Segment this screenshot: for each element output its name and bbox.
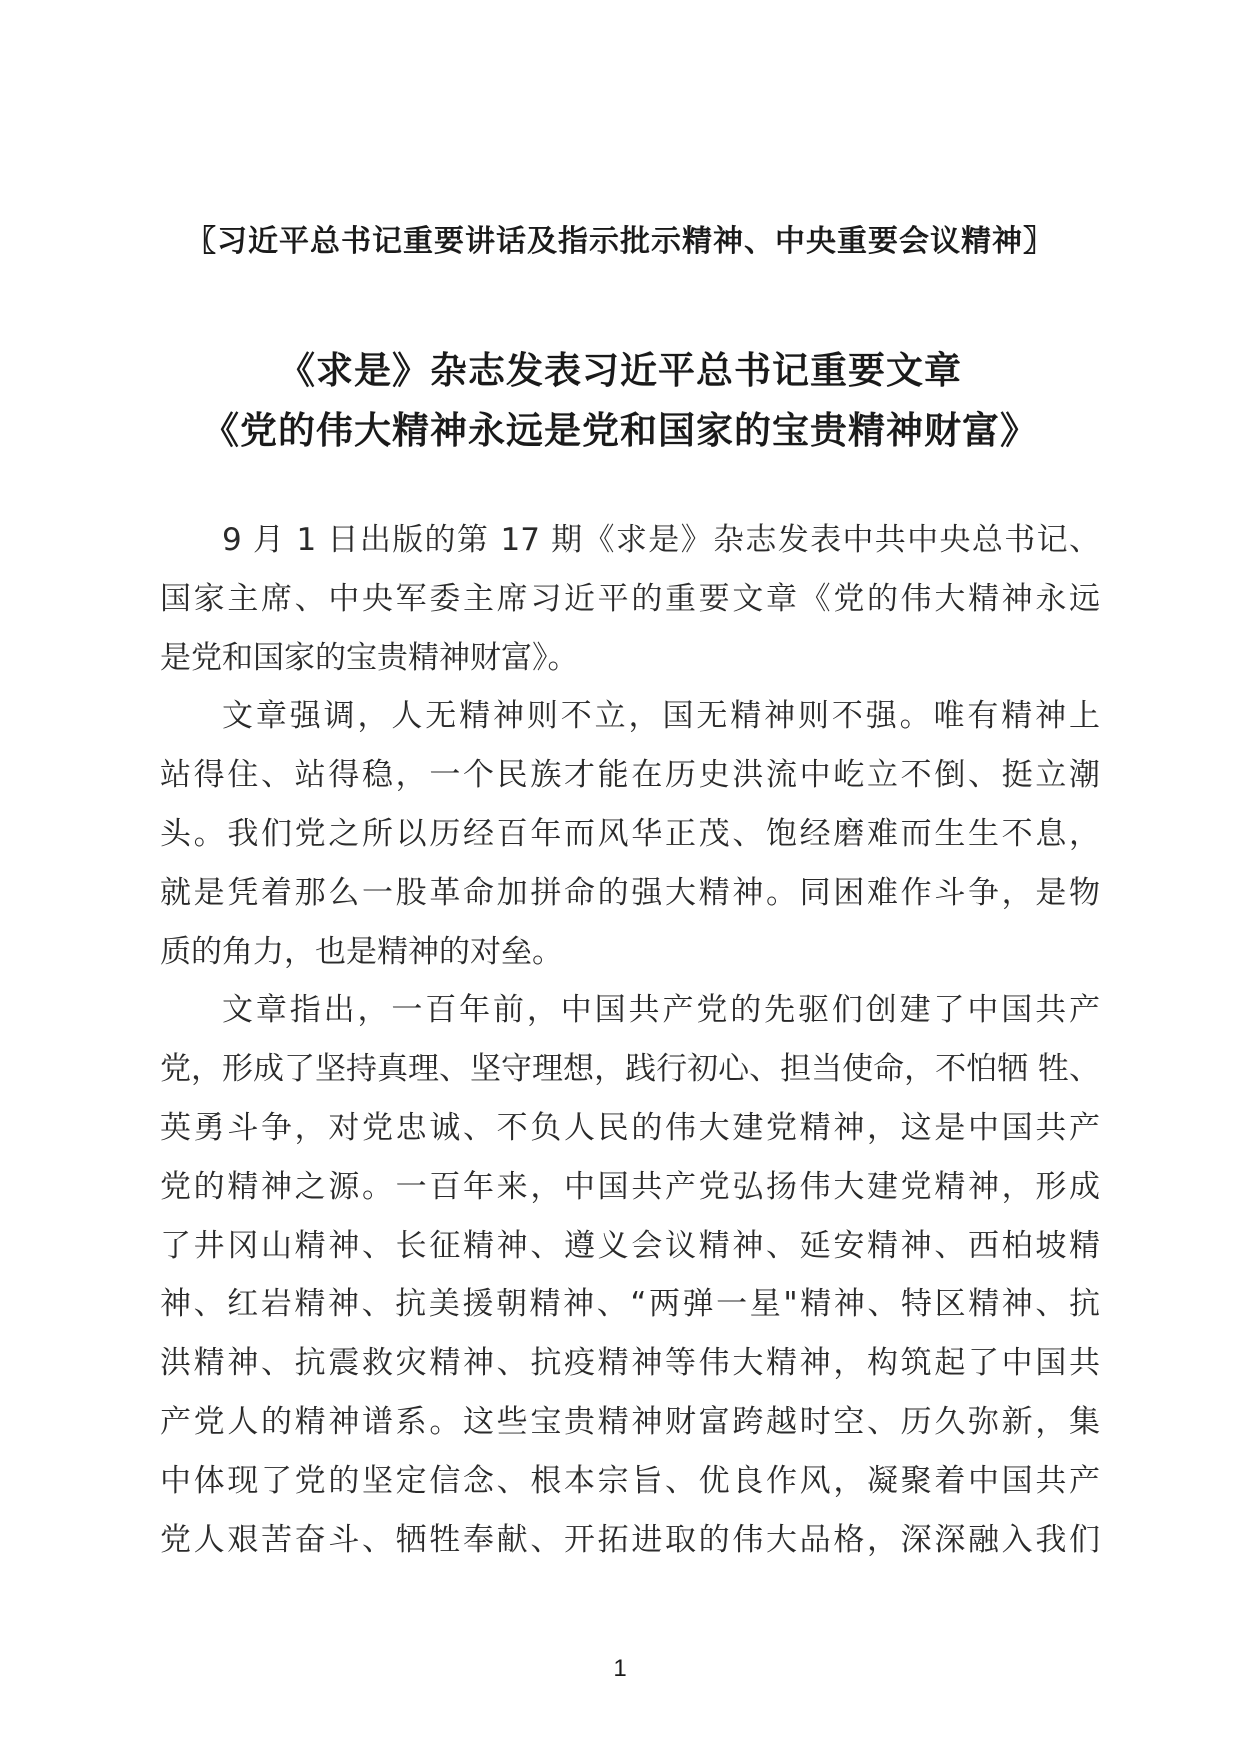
text-line: 中体现了党的坚定信念、根本宗旨、优良作风，凝聚着中国共产 [160,1462,1100,1499]
text-line: 质的角力，也是精神的对垒。 [160,933,563,970]
text-line: 9 月 1 日出版的第 17 期《求是》杂志发表中共中央总书记、 [222,522,1100,558]
text-line: 产党人的精神谱系。这些宝贵精神财富跨越时空、历久弥新，集 [160,1403,1100,1440]
text-line: 站得住、站得稳，一个民族才能在历史洪流中屹立不倒、挺立潮 [160,757,1100,794]
text-line: 文章强调，人无精神则不立，国无精神则不强。唯有精神上 [222,698,1100,735]
title-line-2: 《党的伟大精神永远是党和国家的宝贵精神财富》 [202,408,1038,452]
text-line: 神、红岩精神、抗美援朝精神、“两弹一星"精神、特区精神、抗 [160,1286,1100,1323]
category-header: 〖习近平总书记重要讲话及指示批示精神、中央重要会议精神〗 [186,224,1054,259]
text-line: 是党和国家的宝贵精神财富》。 [160,639,579,676]
text-line: 国家主席、中央军委主席习近平的重要文章《党的伟大精神永远 [160,580,1100,617]
text-line: 文章指出，一百年前，中国共产党的先驱们创建了中国共产 [222,992,1100,1029]
title-line-1: 《求是》杂志发表习近平总书记重要文章 [278,348,962,392]
paragraph [160,511,1100,687]
text-line: 党的精神之源。一百年来，中国共产党弘扬伟大建党精神，形成 [160,1168,1100,1205]
text-line: 党人艰苦奋斗、牺牲奉献、开拓进取的伟大品格，深深融入我们 [160,1521,1100,1558]
text-line: 党，形成了坚持真理、坚守理想，践行初心、担当使命，不怕牺 牲、 [160,1051,1100,1088]
paragraph [160,981,1100,1569]
text-line: 了井冈山精神、长征精神、遵义会议精神、延安精神、西柏坡精 [160,1227,1100,1264]
article-body [160,511,1100,1569]
text-line: 英勇斗争，对党忠诚、不负人民的伟大建党精神，这是中国共产 [160,1109,1100,1146]
text-line: 洪精神、抗震救灾精神、抗疫精神等伟大精神，构筑起了中国共 [160,1345,1100,1382]
page-number: 1 [613,1655,627,1682]
paragraph [160,687,1100,981]
text-line: 头。我们党之所以历经百年而风华正茂、饱经磨难而生生不息， [160,815,1100,852]
article-title [0,340,1240,460]
text-line: 就是凭着那么一股革命加拼命的强大精神。同困难作斗争，是物 [160,874,1100,911]
